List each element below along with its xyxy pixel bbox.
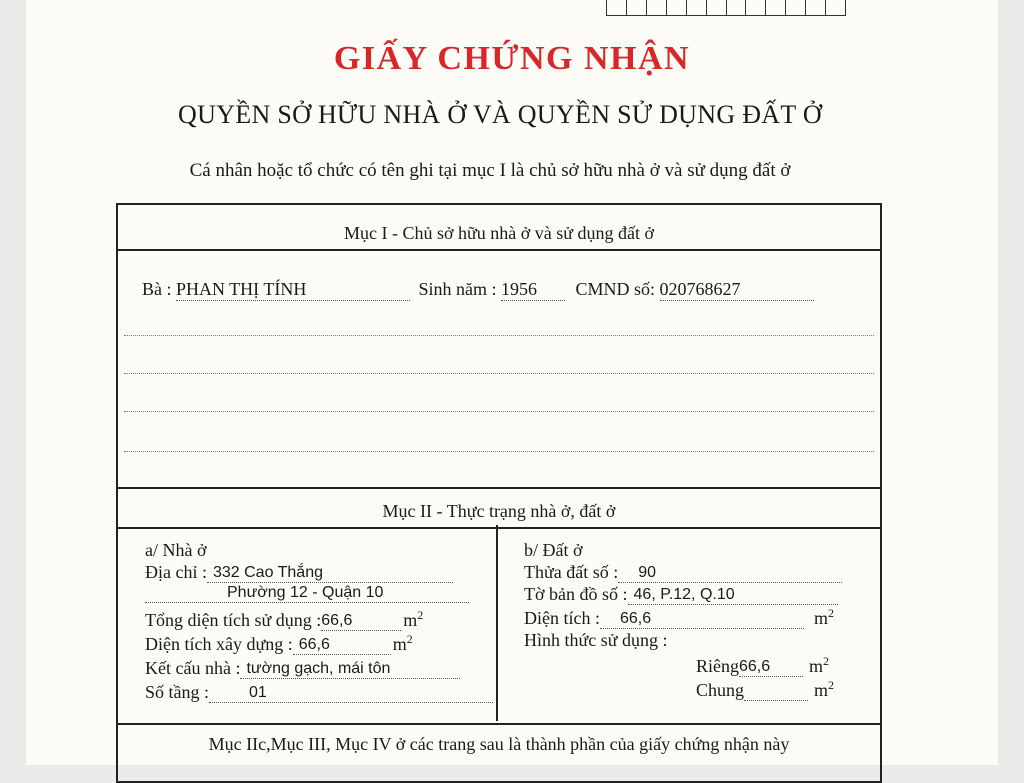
land-area-unit-sup: 2 (828, 606, 834, 620)
map-sheet-row (524, 584, 838, 605)
section2-divider (118, 527, 880, 529)
blank-line (124, 373, 874, 374)
private-row (696, 654, 829, 677)
map-sheet-value: 46, P.12, Q.10 (628, 586, 838, 605)
section2-top-divider (118, 487, 880, 489)
certificate-intro: Cá nhân hoặc tổ chức có tên ghi tại mục I là chủ sở hữu nhà ở và sử dụng đất ở (189, 160, 791, 181)
land-area-row (524, 606, 834, 629)
structure-row (145, 658, 460, 679)
map-sheet-label: Tờ bản đồ số : (524, 584, 628, 604)
blank-line (124, 335, 874, 336)
owner-line (142, 279, 814, 301)
birth-year: 1956 (501, 279, 565, 301)
parcel-label: Thửa đất số : (524, 562, 619, 582)
total-area-unit-sup: 2 (417, 608, 424, 622)
built-area-label: Diện tích xây dựng : (145, 634, 293, 654)
house-address-line2 (145, 584, 469, 603)
house-heading: a/ Nhà ở (145, 540, 207, 560)
shared-row (696, 678, 834, 701)
land-area-label: Diện tích : (524, 608, 600, 628)
parcel-row (524, 562, 842, 583)
blank-line (124, 411, 874, 412)
birth-label: Sinh năm : (418, 279, 502, 299)
private-label: Riêng (696, 656, 739, 676)
id-label: CMND số: (575, 279, 660, 299)
section2-heading: Mục II - Thực trạng nhà ở, đất ở (382, 501, 616, 521)
address-value: 332 Cao Thắng (207, 564, 453, 583)
section1-heading: Mục I - Chủ sở hữu nhà ở và sử dụng đất ở (343, 223, 655, 243)
floors-row (145, 682, 493, 703)
certificate-title: GIẤY CHỨNG NHẬN (333, 40, 691, 77)
built-area-row (145, 632, 413, 655)
built-area-value: 66,6 (293, 636, 391, 655)
owner-label: Bà : (142, 279, 176, 299)
usage-label: Hình thức sử dụng : (524, 630, 668, 650)
built-area-unit: m (392, 634, 407, 654)
column-divider (496, 525, 498, 721)
house-address-line1 (145, 562, 453, 583)
shared-label: Chung (696, 680, 745, 700)
floors-label: Số tầng : (145, 682, 210, 702)
certificate-subtitle: QUYỀN SỞ HỮU NHÀ Ở VÀ QUYỀN SỬ DỤNG ĐẤT Ở (178, 100, 822, 129)
private-area-value: 66,6 (739, 658, 803, 677)
private-area-unit: m (809, 656, 824, 676)
structure-label: Kết cấu nhà : (145, 658, 241, 678)
owner-name: PHAN THỊ TÍNH (176, 279, 410, 301)
structure-value: tường gạch, mái tôn (240, 660, 460, 679)
land-area-value: 66,6 (600, 610, 804, 629)
floors-value: 01 (209, 684, 493, 703)
id-number: 020768627 (660, 279, 814, 301)
blank-line (124, 451, 874, 452)
address-value-line2: Phường 12 - Quận 10 (145, 584, 469, 603)
footer-divider (116, 723, 882, 725)
built-area-unit-sup: 2 (406, 632, 413, 646)
address-label: Địa chỉ : (145, 562, 207, 582)
total-area-unit: m (403, 610, 418, 630)
shared-area-value (744, 700, 808, 701)
land-heading: b/ Đất ở (524, 540, 583, 560)
serial-code-boxes (606, 0, 846, 16)
shared-area-unit-sup: 2 (828, 678, 835, 692)
parcel-value: 90 (618, 564, 842, 583)
footer-note: Mục IIc,Mục III, Mục IV ở các trang sau là thành phần của giấy chứng nhận này (208, 734, 790, 754)
section1-divider (118, 249, 880, 251)
total-area-row (145, 608, 423, 631)
total-area-value: 66,6 (321, 612, 401, 631)
shared-area-unit: m (814, 680, 829, 700)
private-area-unit-sup: 2 (823, 654, 830, 668)
total-area-label: Tổng diện tích sử dụng : (145, 610, 322, 630)
land-area-unit: m (813, 608, 828, 628)
